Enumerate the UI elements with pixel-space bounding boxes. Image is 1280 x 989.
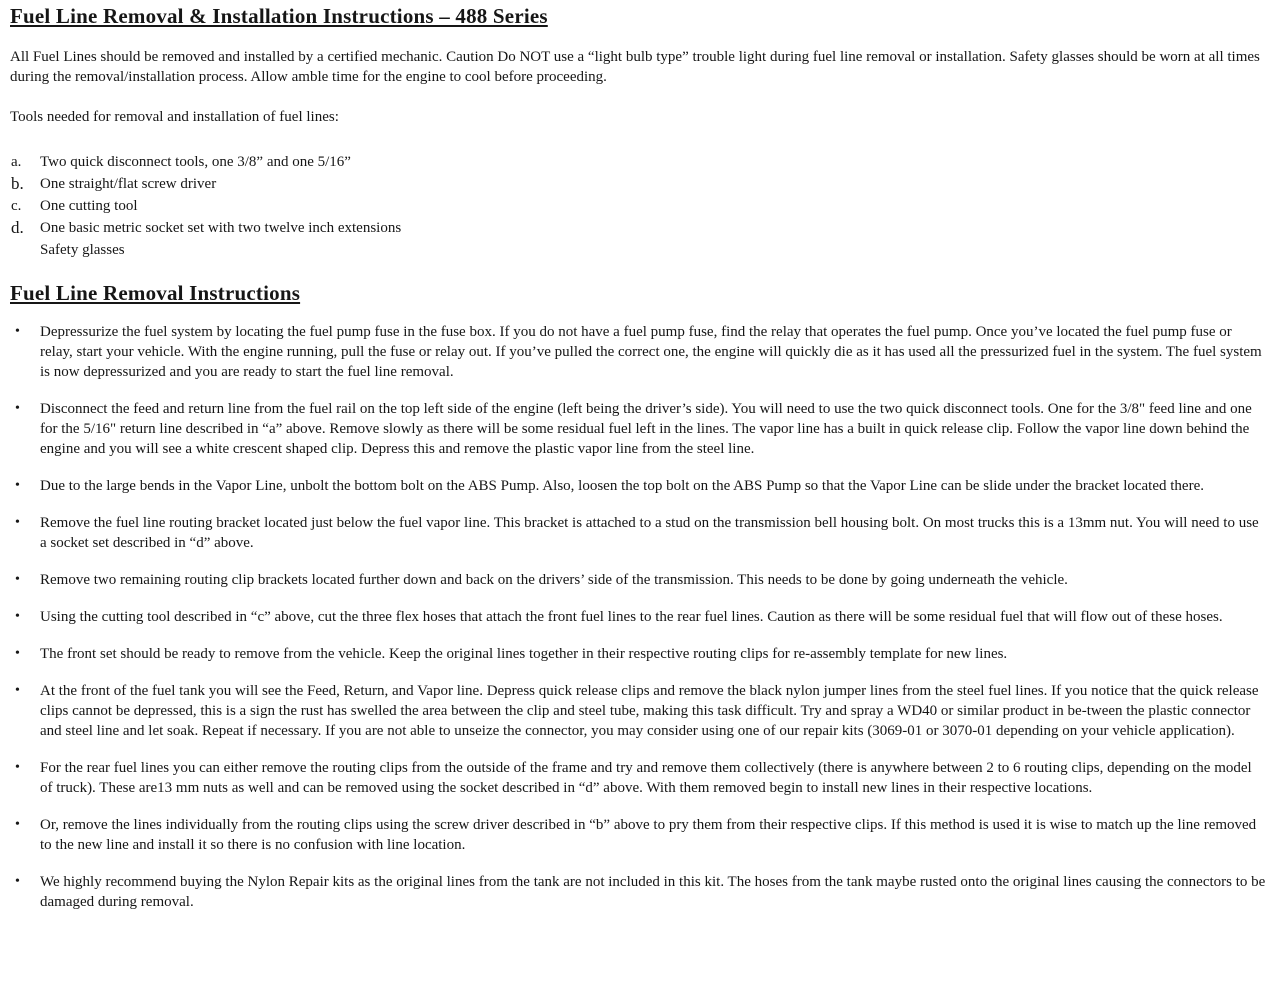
instruction-item: [10, 872, 1267, 912]
instruction-text: Or, remove the lines individually from the routing clips using the screw driver described in “b” above to pry them from their respective clips. If this method is used it is wise to match up the line removed to the new line and install it so there is no confusion with line location.: [40, 817, 1257, 853]
bullet-icon: •: [15, 760, 20, 775]
bullet-icon: •: [15, 646, 20, 661]
tools-list: [10, 152, 1267, 260]
bullet-icon: •: [15, 683, 20, 698]
tool-text: Two quick disconnect tools, one 3/8” and one 5/16”: [40, 154, 351, 170]
instruction-item: [10, 570, 1267, 590]
instruction-text: Remove the fuel line routing bracket located just below the fuel vapor line. This bracket is attached to a stud on the transmission bell housing bolt. On most trucks this is a 13mm nut. You will need to use a socket set described in “d” above.: [40, 515, 1259, 551]
instruction-text: Remove two remaining routing clip brackets located further down and back on the drivers’ side of the transmission. This needs to be done by going underneath the vehicle.: [40, 572, 1068, 588]
tool-item: [10, 218, 1267, 238]
instruction-text: Due to the large bends in the Vapor Line, unbolt the bottom bolt on the ABS Pump. Also, loosen the top bolt on the ABS Pump so that the Vapor Line can be slide under the bracket located there.: [40, 478, 1204, 494]
tool-marker: [10, 240, 40, 260]
intro-paragraph: All Fuel Lines should be removed and installed by a certified mechanic. Caution Do NOT use a “light bulb type” trouble light during fuel line removal or installation. Safety glasses should be worn at all times during the removal/installation process. Allow amble time for the engine to cool before proceeding.: [10, 49, 1260, 85]
bullet-icon: •: [15, 515, 20, 530]
tool-item: [10, 196, 1267, 216]
tool-marker: d.: [11, 218, 24, 237]
tool-text: One basic metric socket set with two twelve inch extensions: [40, 220, 402, 236]
instruction-text: Depressurize the fuel system by locating the fuel pump fuse in the fuse box. If you do not have a fuel pump fuse, find the relay that operates the fuel pump. Once you’ve located the fuel pump fuse or relay, start your vehicle. With the engine running, pull the fuse or relay out. If you’ve pulled the correct one, the engine will quickly die as it has used all the pressurized fuel in the system. The fuel system is now depressurized and you are ready to start the fuel line removal.: [40, 324, 1262, 380]
bullet-icon: •: [15, 401, 20, 416]
instruction-text: Disconnect the feed and return line from the fuel rail on the top left side of the engine (left being the driver’s side). You will need to use the two quick disconnect tools. One for the 3/8" feed line and one for the 5/16" return line described in “a” above. Remove slowly as there will be some residual fuel left in the lines. The vapor line has a built in quick release clip. Follow the vapor line down behind the engine and you will see a white crescent shaped clip. Depress this and remove the plastic vapor line from the steel line.: [40, 401, 1252, 457]
tool-text: One straight/flat screw driver: [40, 176, 217, 192]
bullet-icon: •: [15, 817, 20, 832]
instruction-item: [10, 476, 1267, 496]
tool-item: [10, 174, 1267, 194]
bullet-icon: •: [15, 324, 20, 339]
instruction-text: The front set should be ready to remove from the vehicle. Keep the original lines together in their respective routing clips for re-assembly template for new lines.: [40, 646, 1008, 662]
bullet-icon: •: [15, 874, 20, 889]
instruction-text: We highly recommend buying the Nylon Repair kits as the original lines from the tank are not included in this kit. The hoses from the tank maybe rusted onto the original lines causing the connectors to be damaged during removal.: [40, 874, 1266, 910]
tool-marker: a.: [11, 154, 22, 170]
instructions-list: [10, 322, 1267, 912]
tools-heading: Tools needed for removal and installation of fuel lines:: [10, 109, 339, 125]
instruction-item: [10, 758, 1267, 798]
instruction-item: [10, 607, 1267, 627]
instruction-text: At the front of the fuel tank you will see the Feed, Return, and Vapor line. Depress quick release clips and remove the black nylon jumper lines from the steel fuel lines. If you notice that the quick release clips cannot be depressed, this is a sign the rust has swelled the area between the clip and steel tube, making this task difficult. Try and spray a WD40 or similar product in be-tween the plastic connector and steel line and let soak. Repeat if necessary. If you are not able to unseize the connector, you may consider using one of our repair kits (3069-01 or 3070-01 depending on your vehicle application).: [40, 683, 1259, 739]
tool-item: [10, 240, 1267, 260]
instruction-item: [10, 513, 1267, 553]
instruction-item: [10, 815, 1267, 855]
instruction-text: For the rear fuel lines you can either remove the routing clips from the outside of the frame and try and remove them collectively (there is anywhere between 2 to 6 routing clips, depending on the model of truck). These are13 mm nuts as well and can be removed using the socket described in “d” above. With them removed begin to install new lines in their respective locations.: [40, 760, 1252, 796]
tool-text: One cutting tool: [40, 198, 138, 214]
document-title: Fuel Line Removal & Installation Instructions – 488 Series: [10, 4, 548, 28]
tool-text: Safety glasses: [40, 242, 125, 258]
tool-marker: b.: [11, 174, 24, 193]
instruction-item: [10, 644, 1267, 664]
bullet-icon: •: [15, 478, 20, 493]
section-heading: Fuel Line Removal Instructions: [10, 281, 301, 305]
instruction-item: [10, 399, 1267, 459]
bullet-icon: •: [15, 572, 20, 587]
tool-item: [10, 152, 1267, 172]
bullet-icon: •: [15, 609, 20, 624]
tool-marker: c.: [11, 198, 22, 214]
instruction-text: Using the cutting tool described in “c” above, cut the three flex hoses that attach the front fuel lines to the rear fuel lines. Caution as there will be some residual fuel that will flow out of these hoses.: [40, 609, 1223, 625]
instruction-item: [10, 681, 1267, 741]
instruction-item: [10, 322, 1267, 382]
